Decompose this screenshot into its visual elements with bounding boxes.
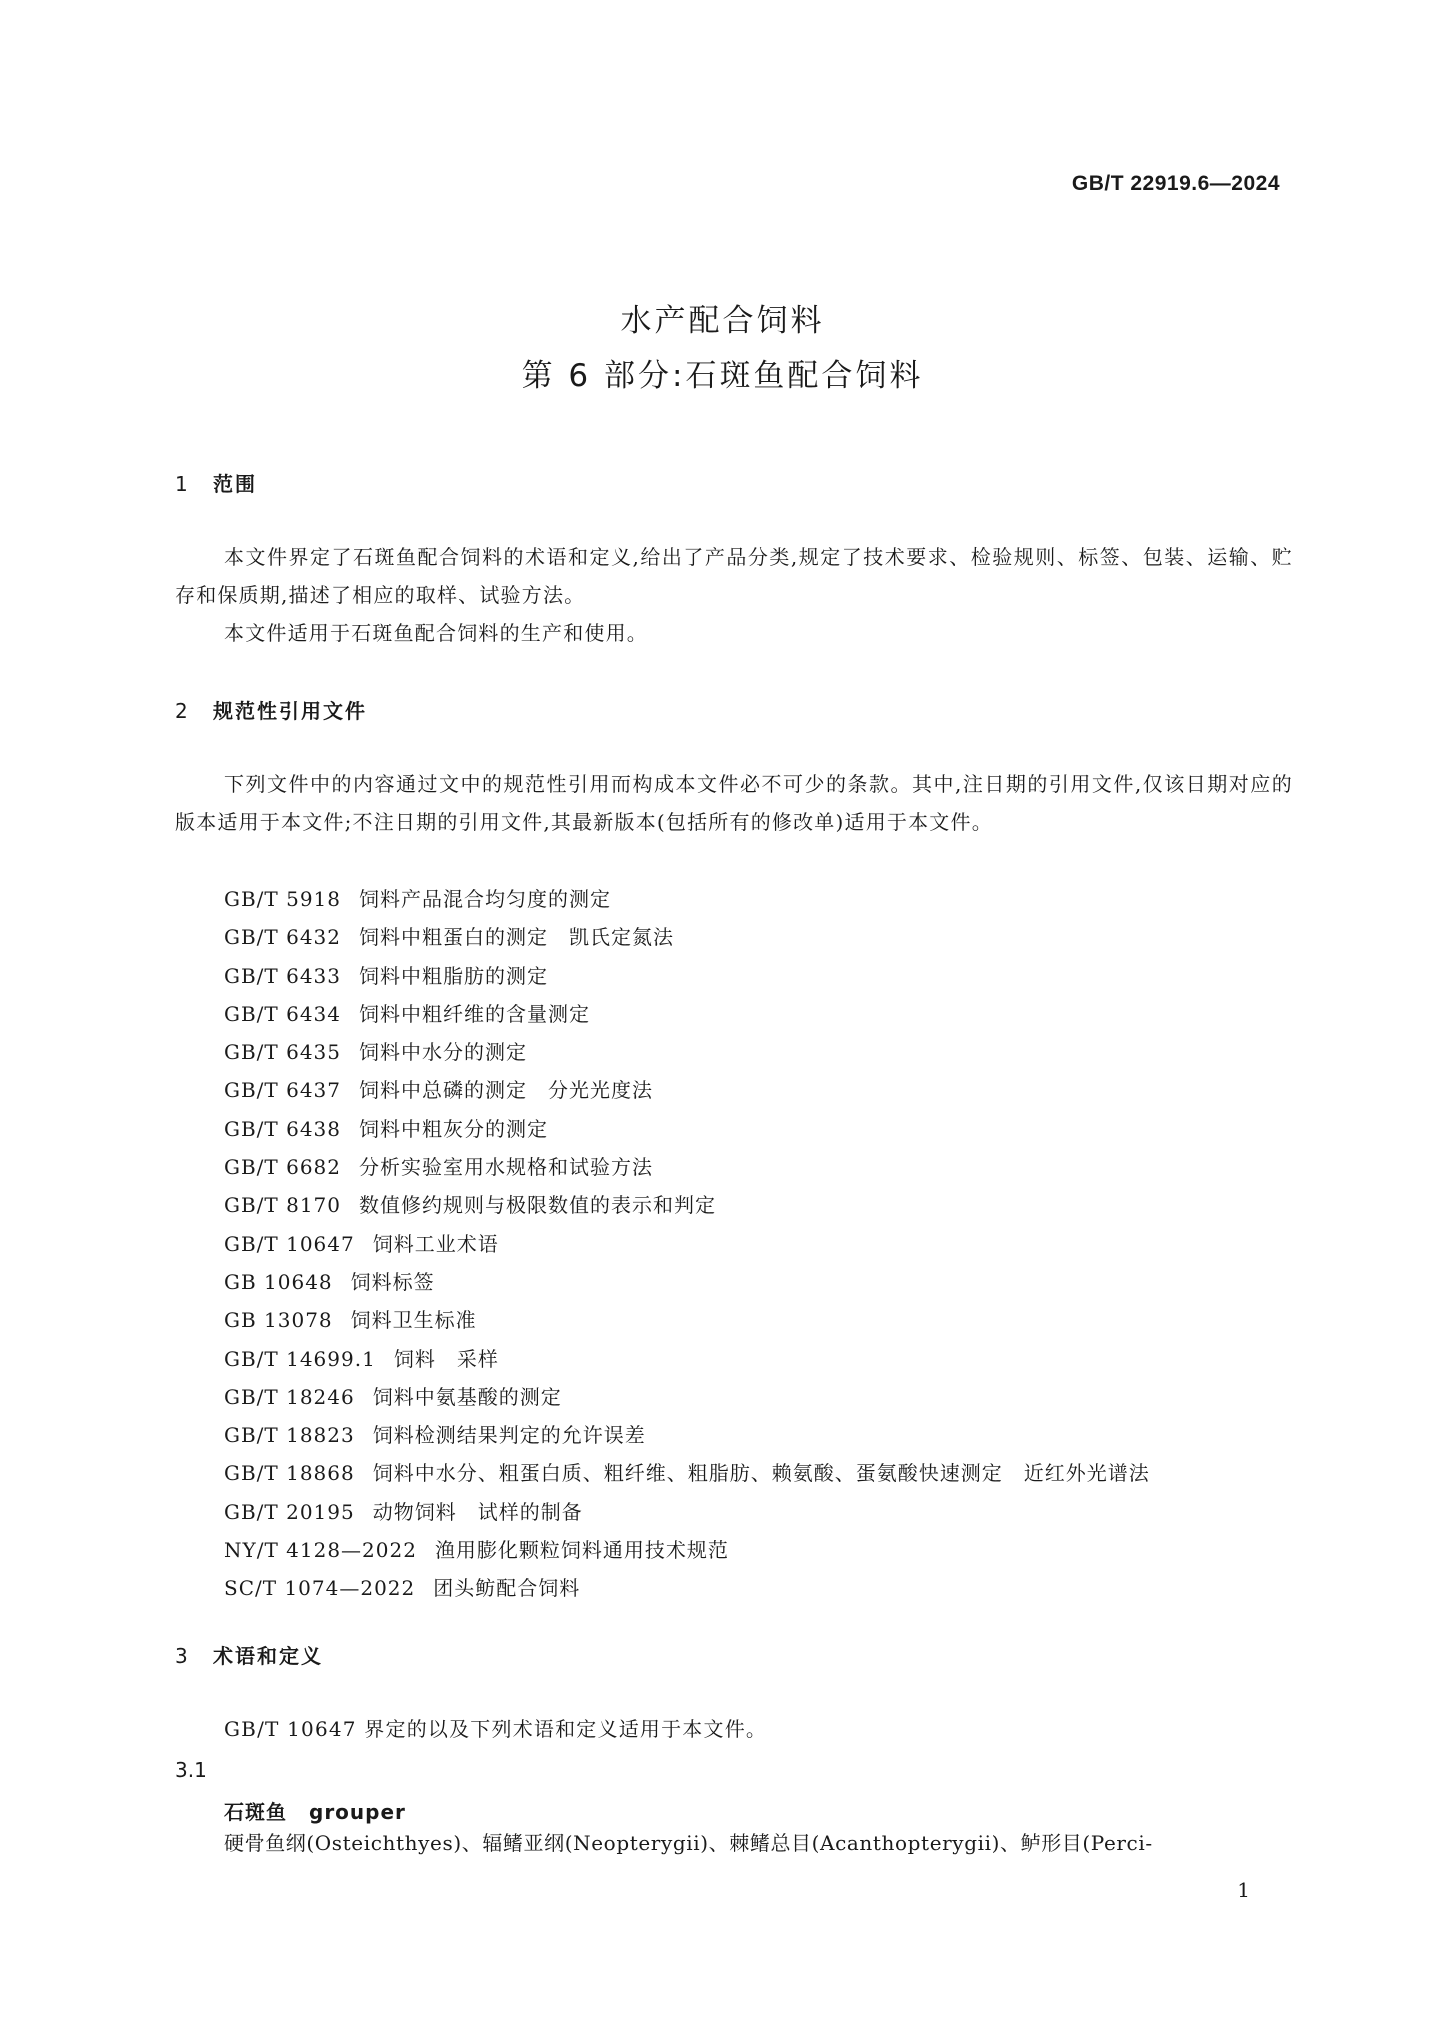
- reference-item: [224, 1071, 1150, 1109]
- reference-code: SC/T 1074—2022: [224, 1576, 416, 1601]
- reference-code: NY/T 4128—2022: [224, 1538, 417, 1563]
- term-chinese: 石斑鱼: [224, 1800, 287, 1824]
- reference-item: [224, 1378, 1150, 1416]
- reference-item: [224, 1110, 1150, 1148]
- reference-title: 饲料中总磷的测定 分光光度法: [359, 1078, 654, 1103]
- document-subtitle: 第 6 部分:石斑鱼配合饲料: [521, 358, 924, 394]
- reference-item: [224, 1454, 1150, 1492]
- reference-code: GB/T 6435: [224, 1040, 342, 1065]
- reference-code: GB/T 6434: [224, 1001, 342, 1026]
- reference-list: [224, 880, 1150, 1608]
- reference-code: GB/T 6682: [224, 1155, 342, 1180]
- section-heading-terms-definitions: [175, 1640, 323, 1669]
- reference-item: [224, 1301, 1150, 1339]
- reference-title: 饲料检测结果判定的允许误差: [372, 1423, 646, 1448]
- standard-code: GB/T 22919.6—2024: [1071, 172, 1280, 195]
- reference-title: 饲料中粗纤维的含量测定: [359, 1001, 591, 1026]
- reference-item: [224, 1493, 1150, 1531]
- section-title: 规范性引用文件: [213, 699, 367, 723]
- document-title: 水产配合饲料: [620, 303, 825, 339]
- reference-title: 饲料工业术语: [372, 1231, 499, 1256]
- reference-title: 饲料中水分的测定: [359, 1040, 528, 1065]
- section-title: 术语和定义: [213, 1644, 323, 1668]
- reference-item: [224, 1186, 1150, 1224]
- reference-title: 饲料中粗脂肪的测定: [359, 963, 549, 988]
- reference-item: [224, 1416, 1150, 1454]
- reference-code: GB/T 6432: [224, 925, 342, 950]
- reference-title: 饲料标签: [350, 1269, 435, 1294]
- paragraph: 下列文件中的内容通过文中的规范性引用而构成本文件必不可少的条款。其中,注日期的引用文件,仅该日期对应的版本适用于本文件;不注日期的引用文件,其最新版本(包括所有的修改单)适用于本文件。: [175, 772, 1293, 834]
- reference-item: [224, 1531, 1150, 1569]
- paragraph: 本文件界定了石斑鱼配合饲料的术语和定义,给出了产品分类,规定了技术要求、检验规则、标签、包装、运输、贮存和保质期,描述了相应的取样、试验方法。: [175, 545, 1293, 607]
- subsection-number: 3.1: [175, 1758, 207, 1782]
- reference-title: 团头鲂配合饲料: [433, 1576, 581, 1601]
- reference-code: GB 13078: [224, 1308, 333, 1333]
- reference-item: [224, 1569, 1150, 1607]
- reference-code: GB/T 18246: [224, 1384, 355, 1409]
- page-number: 1: [1237, 1878, 1250, 1902]
- reference-code: GB/T 6438: [224, 1116, 342, 1141]
- reference-title: 动物饲料 试样的制备: [372, 1499, 583, 1524]
- reference-code: GB/T 14699.1: [224, 1346, 376, 1371]
- reference-item: [224, 1033, 1150, 1071]
- reference-item: [224, 995, 1150, 1033]
- reference-title: 饲料产品混合均匀度的测定: [359, 887, 612, 911]
- reference-item: [224, 1148, 1150, 1186]
- term-definition: 硬骨鱼纲(Osteichthyes)、辐鳍亚纲(Neopterygii)、棘鳍总目(Acanthopterygii)、鲈形目(Perci-: [224, 1831, 1153, 1855]
- reference-code: GB/T 8170: [224, 1193, 342, 1218]
- reference-code: GB/T 5918: [224, 887, 342, 911]
- paragraph: 本文件适用于石斑鱼配合饲料的生产和使用。: [224, 621, 648, 645]
- reference-title: 饲料中氨基酸的测定: [372, 1384, 562, 1409]
- reference-code: GB/T 20195: [224, 1499, 355, 1524]
- reference-code: GB/T 18868: [224, 1461, 355, 1486]
- section-number: 1: [175, 472, 190, 496]
- section-title: 范围: [213, 472, 257, 496]
- reference-title: 饲料 采样: [393, 1346, 499, 1371]
- reference-code: GB/T 10647: [224, 1231, 355, 1256]
- reference-title: 饲料卫生标准: [350, 1308, 477, 1333]
- reference-item: [224, 1340, 1150, 1378]
- reference-title: 渔用膨化颗粒饲料通用技术规范: [434, 1538, 729, 1563]
- term-entry: [224, 1796, 406, 1825]
- reference-title: 分析实验室用水规格和试验方法: [359, 1155, 654, 1180]
- reference-item: [224, 1225, 1150, 1263]
- reference-item: [224, 918, 1150, 956]
- reference-code: GB/T 6437: [224, 1078, 342, 1103]
- reference-title: 数值修约规则与极限数值的表示和判定: [359, 1193, 717, 1218]
- reference-item: [224, 1263, 1150, 1301]
- term-english: grouper: [309, 1800, 406, 1824]
- reference-item: [224, 957, 1150, 995]
- reference-title: 饲料中粗灰分的测定: [359, 1116, 549, 1141]
- reference-code: GB/T 18823: [224, 1423, 355, 1448]
- section-number: 2: [175, 699, 190, 723]
- paragraph: GB/T 10647 界定的以及下列术语和定义适用于本文件。: [224, 1717, 768, 1741]
- section-heading-normative-references: [175, 695, 367, 724]
- section-heading-scope: [175, 468, 257, 497]
- reference-title: 饲料中水分、粗蛋白质、粗纤维、粗脂肪、赖氨酸、蛋氨酸快速测定 近红外光谱法: [372, 1461, 1150, 1486]
- reference-title: 饲料中粗蛋白的测定 凯氏定氮法: [359, 925, 675, 950]
- reference-code: GB/T 6433: [224, 963, 342, 988]
- reference-item: [224, 880, 1150, 918]
- section-number: 3: [175, 1644, 190, 1668]
- reference-code: GB 10648: [224, 1269, 333, 1294]
